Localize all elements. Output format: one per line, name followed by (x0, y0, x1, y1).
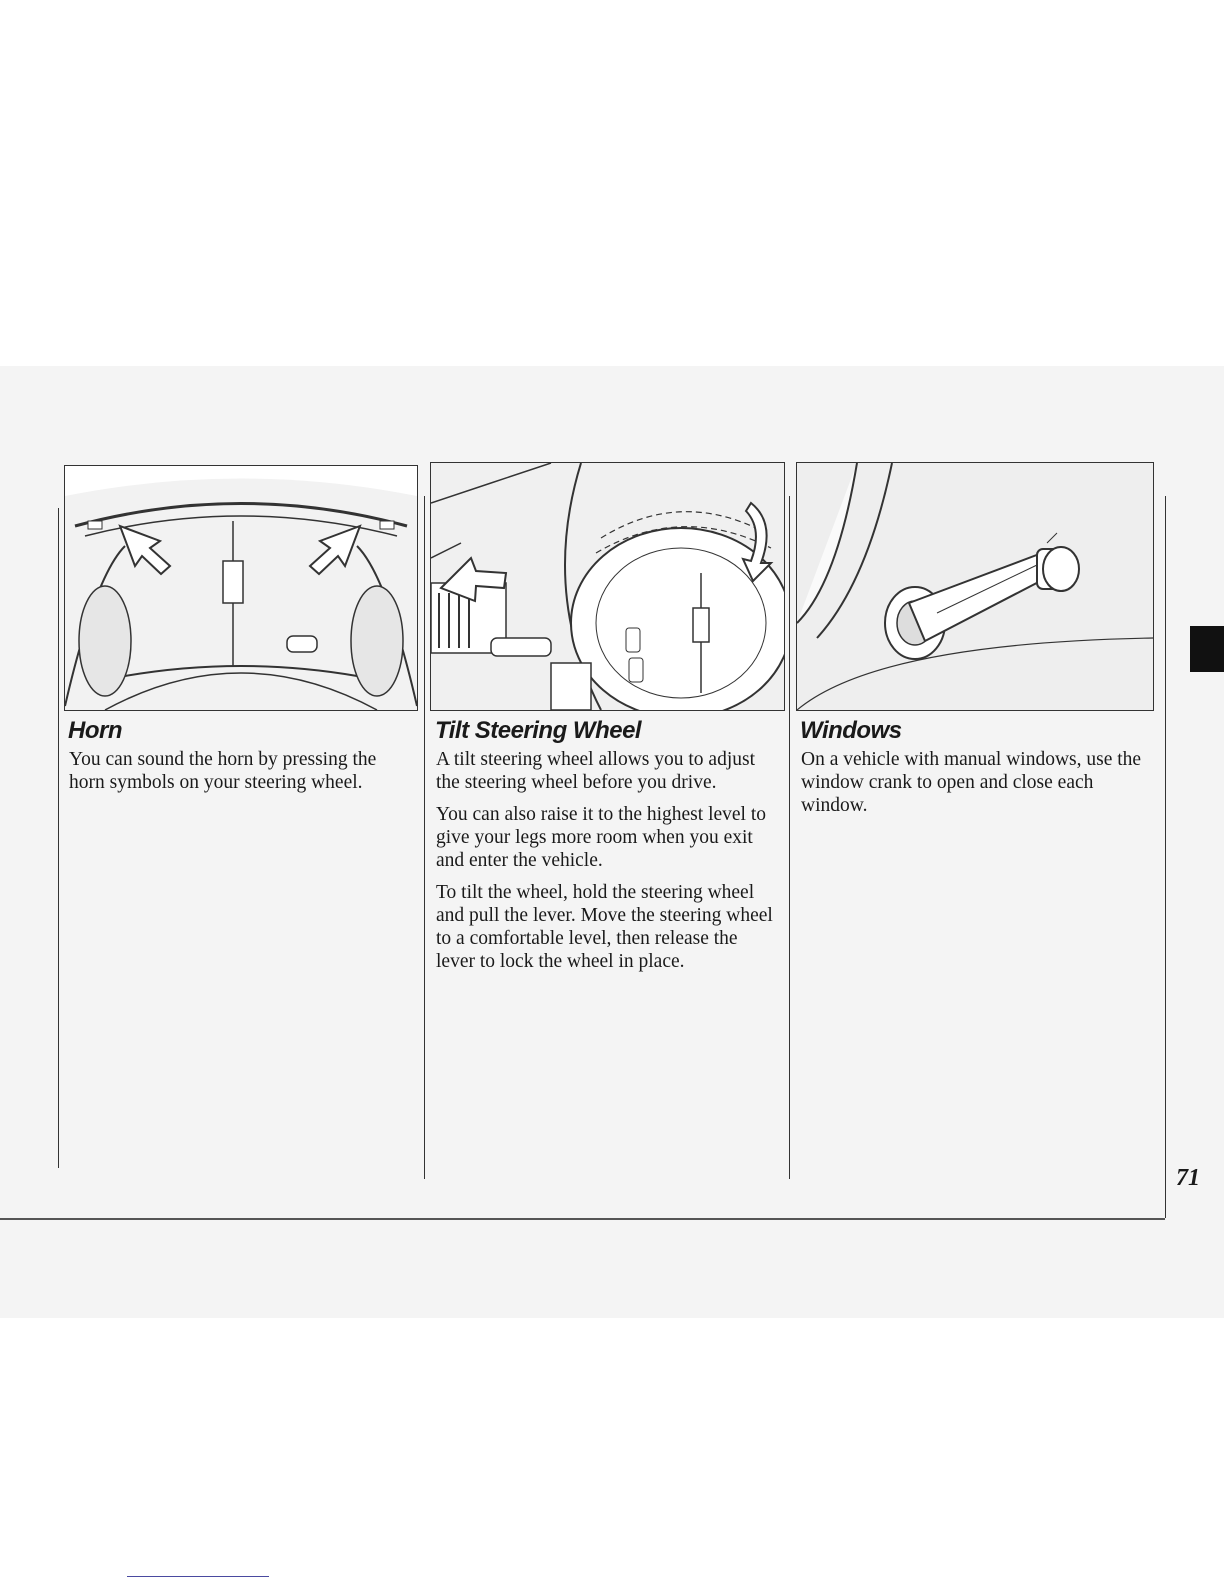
windows-paragraph-1: On a vehicle with manual windows, use the window crank to open and close each window. (801, 749, 1142, 816)
horn-heading: Horn (68, 717, 122, 744)
window-crank-illustration (796, 462, 1154, 711)
column-rule-middle-1 (424, 496, 425, 1179)
section-tab-marker (1190, 626, 1224, 672)
tilt-paragraph-3: To tilt the wheel, hold the steering wheel and pull the lever. Move the steering wheel to a comfortable level, then release the lever to lock the wheel in place. (436, 882, 773, 972)
footer-rule (0, 1218, 1165, 1220)
column-rule-left (58, 508, 59, 1168)
bottom-underline (127, 1576, 269, 1577)
tilt-steering-heading: Tilt Steering Wheel (435, 717, 642, 744)
window-crank-drawing (797, 463, 1153, 710)
tilt-paragraph-1: A tilt steering wheel allows you to adjust the steering wheel before you drive. (436, 749, 755, 793)
column-rule-right (1165, 496, 1166, 1218)
windows-heading: Windows (800, 717, 902, 744)
steering-wheel-horn-drawing (65, 466, 417, 710)
tilt-steering-lever-drawing (431, 463, 784, 710)
tilt-steering-body (436, 748, 776, 982)
page-number: 71 (1176, 1165, 1200, 1191)
horn-illustration (64, 465, 418, 711)
column-rule-middle-2 (789, 496, 790, 1179)
windows-body (801, 748, 1146, 826)
tilt-paragraph-2: You can also raise it to the highest level to give your legs more room when you exit and enter the vehicle. (436, 804, 767, 871)
tilt-steering-illustration (430, 462, 785, 711)
horn-body (69, 748, 414, 803)
horn-paragraph-1: You can sound the horn by pressing the horn symbols on your steering wheel. (69, 749, 377, 793)
